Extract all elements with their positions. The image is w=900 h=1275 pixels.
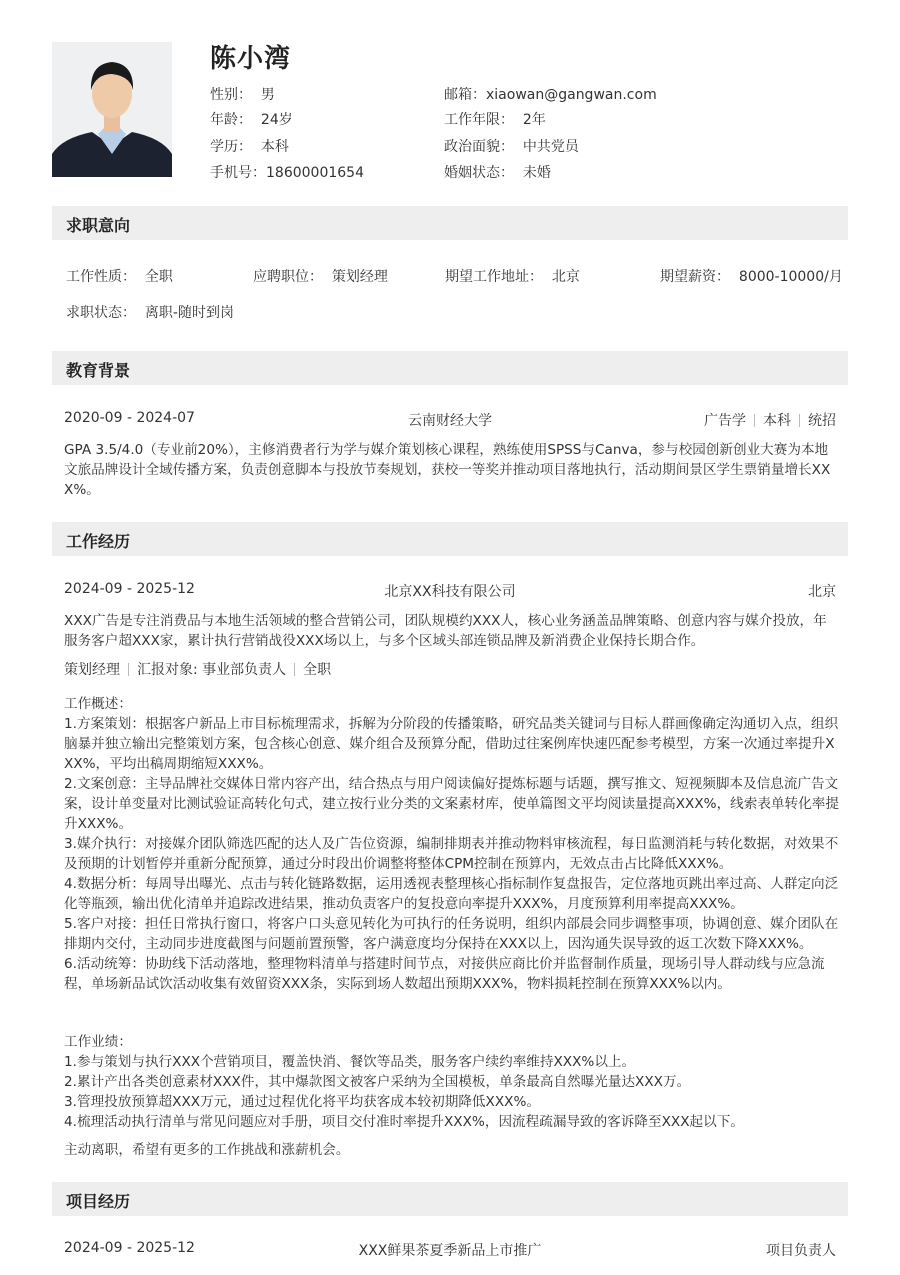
phone-value: 18600001654: [266, 165, 364, 181]
divider: [754, 414, 755, 427]
person-portrait: [52, 42, 172, 177]
education-tags: [600, 410, 836, 430]
intent-location-label: 期望工作地址：: [445, 269, 543, 285]
work-company: 北京XX科技有限公司: [384, 584, 516, 600]
section-header-intent: [52, 206, 848, 240]
company-description: XXX广告是专注消费品与本地生活领域的整合营销公司，团队规模约XXX人，核心业务涵盖品牌策略、创意内容与媒介投放，年服务客户超XXX家，累计执行营销战役XXX场以上，与多个区域头部连锁品牌及新消费企业保持长期合作。: [64, 613, 827, 649]
intent-status-value: 离职-随时到岗: [144, 305, 234, 321]
intent-type-value: 全职: [144, 269, 173, 285]
gender-label: 性别：: [210, 87, 252, 103]
marital-row: [444, 162, 551, 182]
section-title: 求职意向: [66, 216, 131, 235]
achievement-item: 2.累计产出各类创意素材XXX件，其中爆款图文被客户采纳为全国模板，单条最高自然曝光量达XXX万。: [64, 1074, 691, 1090]
project-name: XXX鲜果茶夏季新品上市推广: [358, 1243, 542, 1259]
intent-position-label: 应聘职位：: [253, 269, 323, 285]
gender-value: 男: [260, 87, 275, 103]
section-title: 教育背景: [66, 361, 131, 380]
edu-value: 本科: [260, 139, 289, 155]
achievement-item: 3.管理投放预算超XXX万元，通过过程优化将平均获客成本较初期降低XXX%。: [64, 1094, 540, 1110]
marital-label: 婚姻状态：: [444, 165, 514, 181]
gender-row: [210, 84, 275, 104]
overview-item: 6.活动统筹：协助线下活动落地，整理物料清单与搭建时间节点，对接供应商比价并监督制作质量，现场引导人群动线与应急流程，单场新品试饮活动收集有效留资XXX条，实际到场人数超出预期XXX%，物料损耗控制在预算XXX%以内。: [64, 956, 825, 992]
section-title: 项目经历: [66, 1192, 131, 1211]
candidate-name: 陈小湾: [210, 44, 292, 74]
overview-item: 4.数据分析：每周导出曝光、点击与转化链路数据，运用透视表整理核心指标制作复盘报告，定位落地页跳出率过高、人群定向泛化等瓶颈，输出优化清单并追踪改进结果，推动负责客户的复投意向率提升XXX%，月度预算利用率提高XXX%。: [64, 876, 839, 912]
achievement-item: 1.参与策划与执行XXX个营销项目，覆盖快消、餐饮等品类，服务客户续约率维持XXX%以上。: [64, 1054, 636, 1070]
section-header-education: [52, 351, 848, 385]
intent-position-value: 策划经理: [331, 269, 388, 285]
work-role: 策划经理: [64, 662, 120, 678]
education-degree: 本科: [763, 413, 791, 429]
intent-location-value: 北京: [551, 269, 580, 285]
overview-item: 5.客户对接：担任日常执行窗口，将客户口头意见转化为可执行的任务说明，组织内部晨会同步调整事项，协调创意、媒介团队在排期内交付，主动同步进度截图与问题前置预警，客户满意度均分保持在XXX以上，因沟通失误导致的返工次数下降XXX%。: [64, 916, 839, 952]
years-row: [444, 109, 546, 129]
intent-salary-label: 期望薪资：: [660, 269, 730, 285]
age-value: 24岁: [260, 112, 293, 128]
age-label: 年龄：: [210, 112, 252, 128]
work-job-type: 全职: [303, 662, 332, 678]
email-label: 邮箱：: [444, 87, 486, 103]
achievements-label: 工作业绩：: [64, 1034, 132, 1050]
email-value: xiaowan@gangwan.com: [486, 87, 657, 103]
achievements-list: [64, 1052, 839, 1132]
intent-status-label: 求职状态：: [66, 305, 136, 321]
overview-item: 3.媒介执行：对接媒介团队筛选匹配的达人及广告位资源，编制排期表并推动物料审核流程，每日监测消耗与转化数据，对效果不及预期的计划暂停并重新分配预算，通过分时段出价调整将整体CPM控制在预算内，无效点击占比降低XXX%。: [64, 836, 839, 872]
education-major: 广告学: [704, 413, 746, 429]
divider: [294, 663, 295, 676]
overview-list: [64, 714, 839, 994]
intent-salary-value: 8000-10000/月: [738, 269, 843, 285]
profile-photo: [52, 42, 172, 177]
years-value: 2年: [522, 112, 546, 128]
education-mode: 统招: [808, 413, 836, 429]
achievement-item: 4.梳理活动执行清单与常见问题应对手册，项目交付准时率提升XXX%，因流程疏漏导致的客诉降至XXX起以下。: [64, 1114, 744, 1130]
education-description: GPA 3.5/4.0（专业前20%），主修消费者行为学与媒介策划核心课程，熟练使用SPSS与Canva，参与校园创新创业大赛为本地文旅品牌设计全域传播方案，负责创意脚本与投放节奏规划，获校一等奖并推动项目落地执行，活动期间景区学生票销量增长XXX%。: [64, 442, 831, 498]
section-header-project: [52, 1182, 848, 1216]
work-tags: [64, 659, 331, 679]
email-row: [444, 84, 657, 104]
politics-label: 政治面貌：: [444, 139, 514, 155]
leave-reason: 主动离职，希望有更多的工作挑战和涨薪机会。: [64, 1142, 350, 1158]
intent-status: [66, 302, 234, 322]
overview-item: 1.方案策划：根据客户新品上市目标梳理需求，拆解为分阶段的传播策略，研究品类关键词与目标人群画像确定沟通切入点，组织脑暴并独立输出完整策划方案，包含核心创意、媒介组合及预算分配，借助过往案例库快速匹配参考模型，方案一次通过率提升XXX%，平均出稿周期缩短XXX%。: [64, 716, 839, 772]
overview-item: 2.文案创意：主导品牌社交媒体日常内容产出，结合热点与用户阅读偏好提炼标题与话题，撰写推文、短视频脚本及信息流广告文案，设计单变量对比测试验证高转化句式，建立按行业分类的文案素材库，使单篇图文平均阅读量提高XXX%，线索表单转化率提升XXX%。: [64, 776, 839, 832]
edu-label: 学历：: [210, 139, 252, 155]
edu-row: [210, 136, 289, 156]
intent-type: [66, 266, 173, 286]
age-row: [210, 109, 293, 129]
overview-label: 工作概述：: [64, 696, 132, 712]
politics-row: [444, 136, 579, 156]
divider: [128, 663, 129, 676]
divider: [799, 414, 800, 427]
marital-value: 未婚: [522, 165, 551, 181]
politics-value: 中共党员: [522, 139, 579, 155]
work-city: 北京: [808, 584, 836, 600]
phone-row: [210, 162, 364, 182]
education-school: 云南财经大学: [408, 413, 492, 429]
section-header-work: [52, 522, 848, 556]
work-report-to: 汇报对象: 事业部负责人: [137, 662, 287, 678]
years-label: 工作年限：: [444, 112, 514, 128]
intent-type-label: 工作性质：: [66, 269, 136, 285]
intent-salary: [660, 266, 843, 286]
education-period: 2020-09 - 2024-07: [64, 410, 195, 426]
intent-location: [445, 266, 580, 286]
intent-position: [253, 266, 388, 286]
phone-label: 手机号：: [210, 165, 266, 181]
section-title: 工作经历: [66, 532, 131, 551]
project-role: 项目负责人: [766, 1243, 836, 1259]
project-period: 2024-09 - 2025-12: [64, 1240, 195, 1256]
work-period: 2024-09 - 2025-12: [64, 581, 195, 597]
